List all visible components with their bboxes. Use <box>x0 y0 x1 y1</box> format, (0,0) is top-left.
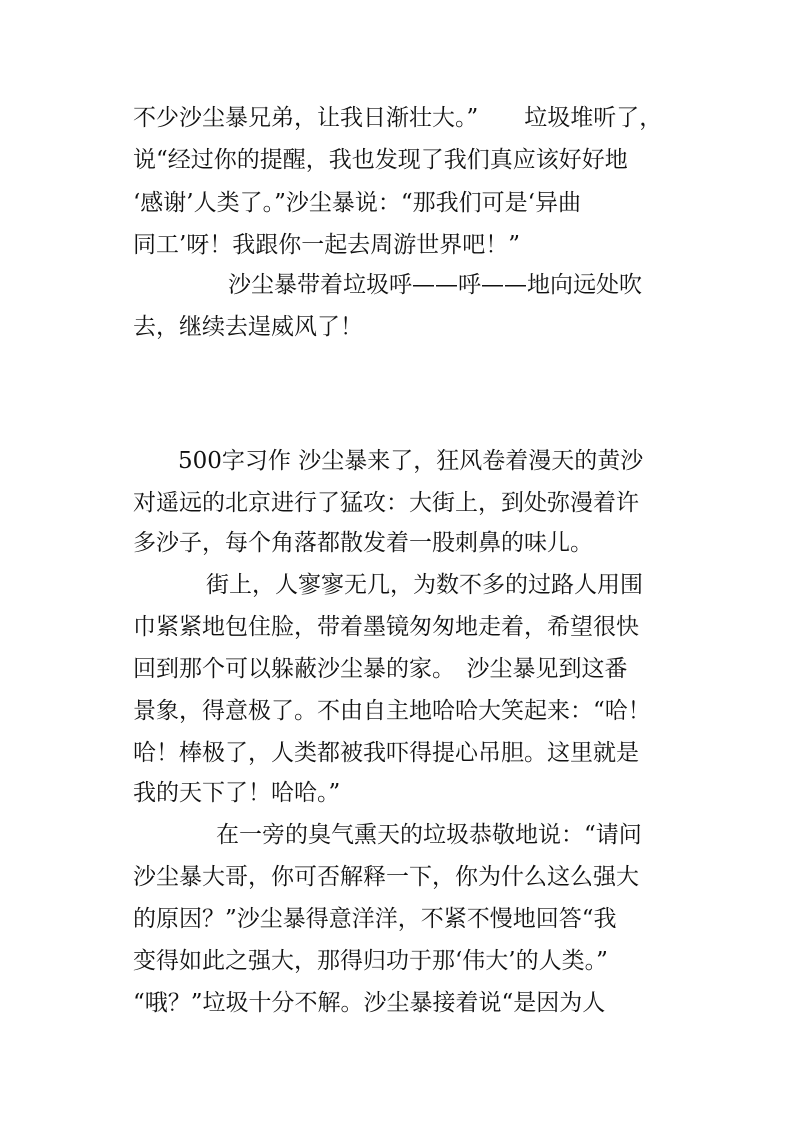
text-line-17: 沙尘暴大哥，你可否解释一下，你为什么这么强大 <box>133 864 639 890</box>
text-line-18: 的原因？”沙尘暴得意洋洋，不紧不慢地回答“我 <box>133 906 617 932</box>
text-line-3: ‘感谢’人类了。”沙尘暴说：“那我们可是‘异曲 <box>133 190 581 216</box>
text-line-5: 沙尘暴带着垃圾呼——呼——地向远处吹 <box>228 272 642 298</box>
text-line-13: 景象，得意极了。不由自主地哈哈大笑起来：“哈！ <box>133 698 651 724</box>
text-line-15: 我的天下了！哈哈。” <box>133 780 341 806</box>
text-line-8: 对遥远的北京进行了猛攻：大街上，到处弥漫着许 <box>133 490 639 516</box>
text-line-9: 多沙子，每个角落都散发着一股刺鼻的味儿。 <box>133 530 593 556</box>
text-line-2: 说“经过你的提醒，我也发现了我们真应该好好地 <box>133 147 628 173</box>
text-line-12: 回到那个可以躲蔽沙尘暴的家。 沙尘暴见到这番 <box>133 656 628 682</box>
text-line-16: 在一旁的臭气熏天的垃圾恭敬地说：“请问 <box>216 822 642 848</box>
text-line-14: 哈！棒极了，人类都被我吓得提心吊胆。这里就是 <box>133 740 639 766</box>
text-line-20: “哦？”垃圾十分不解。沙尘暴接着说“是因为人 <box>133 990 606 1016</box>
text-line-19: 变得如此之强大，那得归功于那‘伟大’的人类。” <box>133 948 608 974</box>
text-line-11: 巾紧紧地包住脸，带着墨镜匆匆地走着，希望很快 <box>133 614 639 640</box>
text-line-6: 去，继续去逞威风了！ <box>133 314 363 340</box>
text-line-10: 街上，人寥寥无几，为数不多的过路人用围 <box>206 572 643 598</box>
text-line-1: 不少沙尘暴兄弟，让我日渐壮大。” 垃圾堆听了， <box>133 105 663 131</box>
text-line-4: 同工’呀！我跟你一起去周游世界吧！” <box>133 232 521 258</box>
text-line-7: 500字习作 沙尘暴来了，狂风卷着漫天的黄沙 <box>178 448 644 474</box>
